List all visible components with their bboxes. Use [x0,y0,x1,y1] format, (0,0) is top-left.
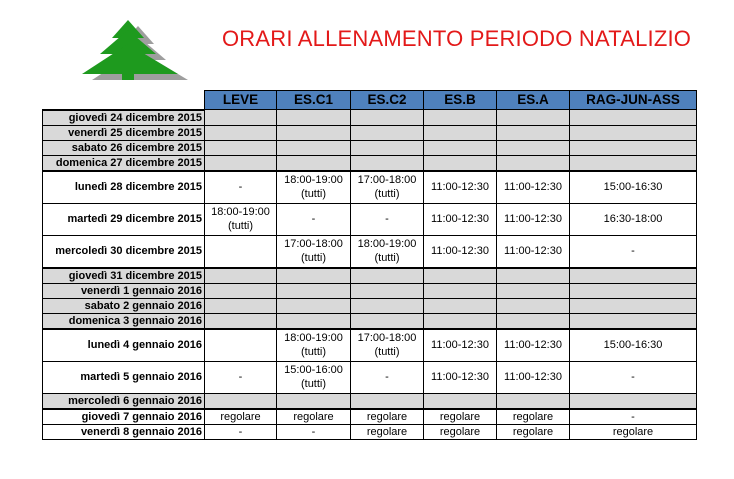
schedule-cell [351,235,424,268]
cell-line: regolare [512,425,554,438]
schedule-cell [424,424,497,439]
cell-line: - [311,213,316,225]
schedule-cell [424,329,497,362]
schedule-cell [570,298,697,313]
date-cell: sabato 26 dicembre 2015 [43,140,205,155]
cell-line: regolare [439,410,481,423]
schedule-cell [570,313,697,329]
schedule-cell [497,424,570,439]
schedule-cell [570,110,697,126]
date-cell: mercoledì 6 gennaio 2016 [43,393,205,409]
date-cell: venerdì 1 gennaio 2016 [43,283,205,298]
schedule-cell [497,329,570,362]
cell-line: 11:00-12:30 [431,245,489,257]
schedule-cell [351,361,424,393]
schedule-cell [277,393,351,409]
cell-line: - [238,371,243,383]
schedule-cell [424,298,497,313]
cell-line: regolare [439,425,481,438]
table-row [43,313,697,329]
table-row [43,329,697,362]
cell-line: 17:00-18:00 [357,174,417,186]
schedule-cell [351,140,424,155]
cell-line: 16:30-18:00 [603,213,663,225]
cell-line: 15:00-16:00 [284,364,343,376]
table-row [43,110,697,126]
cell-line: 15:00-16:30 [603,339,663,351]
schedule-cell [205,268,277,284]
schedule-cell [205,409,277,425]
cell-note: (tutti) [300,346,327,358]
schedule-cell [497,313,570,329]
schedule-cell [570,203,697,235]
schedule-cell [277,329,351,362]
cell-note: (tutti) [300,188,327,200]
table-row [43,140,697,155]
date-cell: giovedì 7 gennaio 2016 [43,409,205,425]
cell-note: (tutti) [374,188,400,200]
schedule-cell [277,268,351,284]
cell-line: 11:00-12:30 [504,181,562,193]
cell-line: - [631,371,635,383]
schedule-cell [205,393,277,409]
cell-line: - [385,213,389,225]
schedule-cell [497,155,570,171]
table-header-row [43,91,697,110]
table-row [43,171,697,204]
schedule-cell [351,268,424,284]
date-cell: giovedì 24 dicembre 2015 [43,110,205,126]
schedule-cell [205,125,277,140]
schedule-cell [205,424,277,439]
page-title: ORARI ALLENAMENTO PERIODO NATALIZIO [222,26,692,51]
schedule-cell [277,155,351,171]
cell-note: (tutti) [374,346,400,358]
date-cell: domenica 27 dicembre 2015 [43,155,205,171]
schedule-cell [277,203,351,235]
schedule-cell [424,203,497,235]
table-row [43,203,697,235]
schedule-cell [570,171,697,204]
schedule-cell [351,409,424,425]
schedule-cell [424,361,497,393]
schedule-cell [570,268,697,284]
cell-line: 17:00-18:00 [357,332,417,344]
schedule-cell [205,329,277,362]
table-row [43,268,697,284]
schedule-cell [277,110,351,126]
schedule-cell [424,409,497,425]
schedule-cell [205,203,277,235]
schedule-cell [205,140,277,155]
cell-line: - [631,245,635,257]
cell-note: (tutti) [227,220,254,232]
schedule-cell [351,171,424,204]
column-header: LEVE [205,91,277,110]
schedule-cell [570,140,697,155]
cell-line: 11:00-12:30 [504,213,562,225]
cell-note: (tutti) [300,252,327,264]
cell-line: regolare [220,410,261,423]
cell-line: - [631,410,635,423]
schedule-cell [497,409,570,425]
table-row [43,155,697,171]
cell-line: 18:00-19:00 [284,332,343,344]
date-cell: domenica 3 gennaio 2016 [43,313,205,329]
cell-line: - [238,181,243,193]
table-row [43,393,697,409]
schedule-cell [277,298,351,313]
schedule-cell [205,171,277,204]
cell-line: 11:00-12:30 [431,181,489,193]
schedule-cell [570,409,697,425]
schedule-cell [424,393,497,409]
schedule-cell [277,140,351,155]
date-cell: martedì 5 gennaio 2016 [43,361,205,393]
table-row [43,409,697,425]
table-row [43,283,697,298]
date-cell: lunedì 28 dicembre 2015 [43,171,205,204]
schedule-cell [351,155,424,171]
schedule-cell [351,110,424,126]
date-cell: mercoledì 30 dicembre 2015 [43,235,205,268]
schedule-cell [570,361,697,393]
cell-line: regolare [512,410,554,423]
date-cell: giovedì 31 dicembre 2015 [43,268,205,284]
christmas-tree-icon [82,18,194,82]
column-header: RAG-JUN-ASS [570,91,697,110]
schedule-cell [205,283,277,298]
schedule-cell [570,283,697,298]
schedule-cell [424,283,497,298]
cell-line: 17:00-18:00 [284,238,343,250]
schedule-cell [497,361,570,393]
schedule-cell [205,155,277,171]
schedule-cell [351,393,424,409]
schedule-body [43,110,697,440]
date-cell: lunedì 4 gennaio 2016 [43,329,205,362]
schedule-cell [424,140,497,155]
schedule-cell [205,298,277,313]
schedule-cell [205,235,277,268]
column-header: ES.C2 [351,91,424,110]
cell-line: 18:00-19:00 [357,238,417,250]
schedule-cell [351,313,424,329]
schedule-cell [277,235,351,268]
date-cell: venerdì 8 gennaio 2016 [43,424,205,439]
schedule-cell [277,409,351,425]
schedule-cell [570,235,697,268]
header-blank-cell [43,91,205,110]
schedule-cell [424,110,497,126]
schedule-cell [497,110,570,126]
schedule-cell [424,155,497,171]
date-cell: martedì 29 dicembre 2015 [43,203,205,235]
schedule-cell [351,329,424,362]
schedule-cell [205,361,277,393]
schedule-cell [351,424,424,439]
table-row [43,298,697,313]
schedule-cell [205,313,277,329]
schedule-cell [497,283,570,298]
schedule-cell [497,393,570,409]
column-header: ES.C1 [277,91,351,110]
cell-line: 18:00-19:00 [211,206,270,218]
schedule-cell [570,155,697,171]
schedule-cell [570,393,697,409]
schedule-cell [351,125,424,140]
schedule-cell [497,203,570,235]
cell-line: regolare [366,425,408,438]
schedule-cell [277,313,351,329]
cell-line: 15:00-16:30 [603,181,663,193]
cell-line: 11:00-12:30 [431,371,489,383]
schedule-cell [424,171,497,204]
schedule-cell [205,110,277,126]
cell-line: regolare [366,410,408,423]
cell-line: - [238,425,243,438]
schedule-cell [497,268,570,284]
schedule-cell [277,361,351,393]
date-cell: venerdì 25 dicembre 2015 [43,125,205,140]
cell-line: 11:00-12:30 [431,339,489,351]
schedule-cell [277,171,351,204]
schedule-cell [351,283,424,298]
schedule-cell [497,140,570,155]
schedule-cell [351,298,424,313]
schedule-cell [570,329,697,362]
schedule-cell [351,203,424,235]
schedule-cell [277,125,351,140]
schedule-cell [424,268,497,284]
schedule-cell [497,235,570,268]
table-row [43,361,697,393]
table-row [43,235,697,268]
cell-line: regolare [612,425,654,438]
schedule-cell [424,313,497,329]
cell-line: - [385,371,389,383]
table-row [43,424,697,439]
schedule-cell [497,298,570,313]
schedule-cell [424,125,497,140]
cell-line: - [311,425,316,438]
schedule-cell [277,424,351,439]
cell-line: regolare [293,410,334,423]
table-row [43,125,697,140]
cell-line: 11:00-12:30 [504,371,562,383]
cell-note: (tutti) [300,378,327,390]
schedule-cell [277,283,351,298]
schedule-cell [424,235,497,268]
cell-line: 11:00-12:30 [504,245,562,257]
cell-line: 18:00-19:00 [284,174,343,186]
cell-note: (tutti) [374,252,400,264]
column-header: ES.A [497,91,570,110]
cell-line: 11:00-12:30 [431,213,489,225]
schedule-table [42,90,697,440]
cell-line: 11:00-12:30 [504,339,562,351]
schedule-cell [497,125,570,140]
schedule-cell [497,171,570,204]
schedule-cell [570,125,697,140]
date-cell: sabato 2 gennaio 2016 [43,298,205,313]
schedule-cell [570,424,697,439]
column-header: ES.B [424,91,497,110]
